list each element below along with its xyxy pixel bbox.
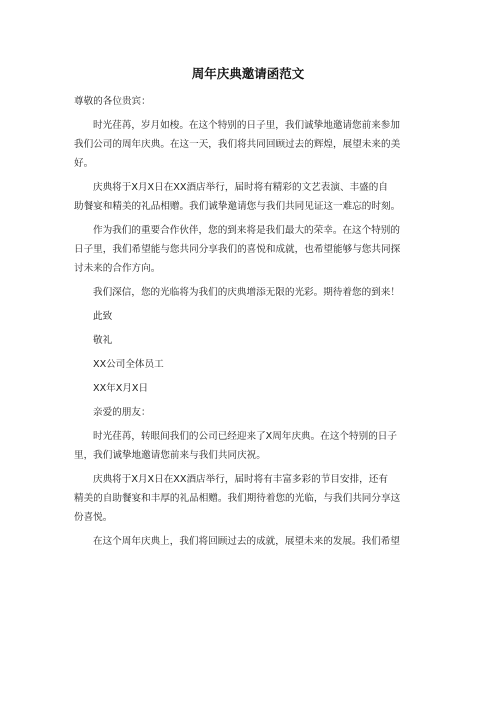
text-line: 助餐宴和精美的礼品相赠。我们诚挚邀请您与我们共同见证这一难忘的时刻。: [74, 201, 401, 212]
text-line: 时光荏苒，岁月如梭。在这个特别的日子里，我们诚挚地邀请您前来参加: [93, 120, 400, 131]
body-paragraph: [74, 532, 422, 551]
date-line: [74, 379, 422, 398]
salutation-paragraph: [74, 92, 422, 111]
text-line: 亲爱的朋友：: [93, 407, 151, 418]
body-paragraph: [74, 427, 422, 465]
text-line: 庆典将于X月X日在XX酒店举行，届时将有精彩的文艺表演、丰盛的自: [93, 182, 388, 193]
text-line: 作为我们的重要合作伙伴，您的到来将是我们最大的荣幸。在这个特别的: [93, 225, 400, 236]
closing-line: [74, 331, 422, 350]
closing-line: [74, 307, 422, 326]
text-line: 在这个周年庆典上，我们将回顾过去的成就，展望未来的发展。我们希望: [93, 536, 400, 547]
text-line: 日子里，我们希望能与您共同分享我们的喜悦和成就，也希望能够与您共同探: [74, 244, 401, 255]
body-paragraph: [74, 178, 422, 216]
text-line: 里，我们诚挚地邀请您前来与我们共同庆祝。: [74, 450, 266, 461]
text-line: 时光荏苒，转眼间我们的公司已经迎来了X周年庆典。在这个特别的日子: [93, 431, 397, 442]
salutation-paragraph: [74, 403, 422, 422]
body-paragraph: [74, 116, 422, 173]
text-line: XX年X月X日: [93, 383, 149, 394]
text-line: 份喜悦。: [74, 512, 113, 523]
text-line: 讨未来的合作方向。: [74, 263, 161, 274]
body-paragraph: [74, 221, 422, 278]
text-line: 此致: [93, 311, 113, 322]
body-paragraph: [74, 283, 422, 302]
text-line: 我们公司的周年庆典。在这一天，我们将共同回顾过去的辉煌，展望未来的美: [74, 139, 401, 150]
text-line: 尊敬的各位贵宾：: [74, 96, 151, 107]
text-line: 好。: [74, 158, 94, 169]
text-line: 庆典将于X月X日在XX酒店举行，届时将有丰富多彩的节目安排，还有: [93, 474, 388, 485]
body-paragraph: [74, 470, 422, 527]
text-line: XX公司全体员工: [93, 359, 164, 370]
text-line: 我们深信，您的光临将为我们的庆典增添无限的光彩。期待着您的到来！: [93, 287, 400, 298]
document-title: 周年庆典邀请函范文: [191, 66, 305, 81]
text-line: 精美的自助餐宴和丰厚的礼品相赠。我们期待着您的光临，与我们共同分享这: [74, 493, 401, 504]
text-line: 敬礼: [93, 335, 113, 346]
signature-line: [74, 355, 422, 374]
